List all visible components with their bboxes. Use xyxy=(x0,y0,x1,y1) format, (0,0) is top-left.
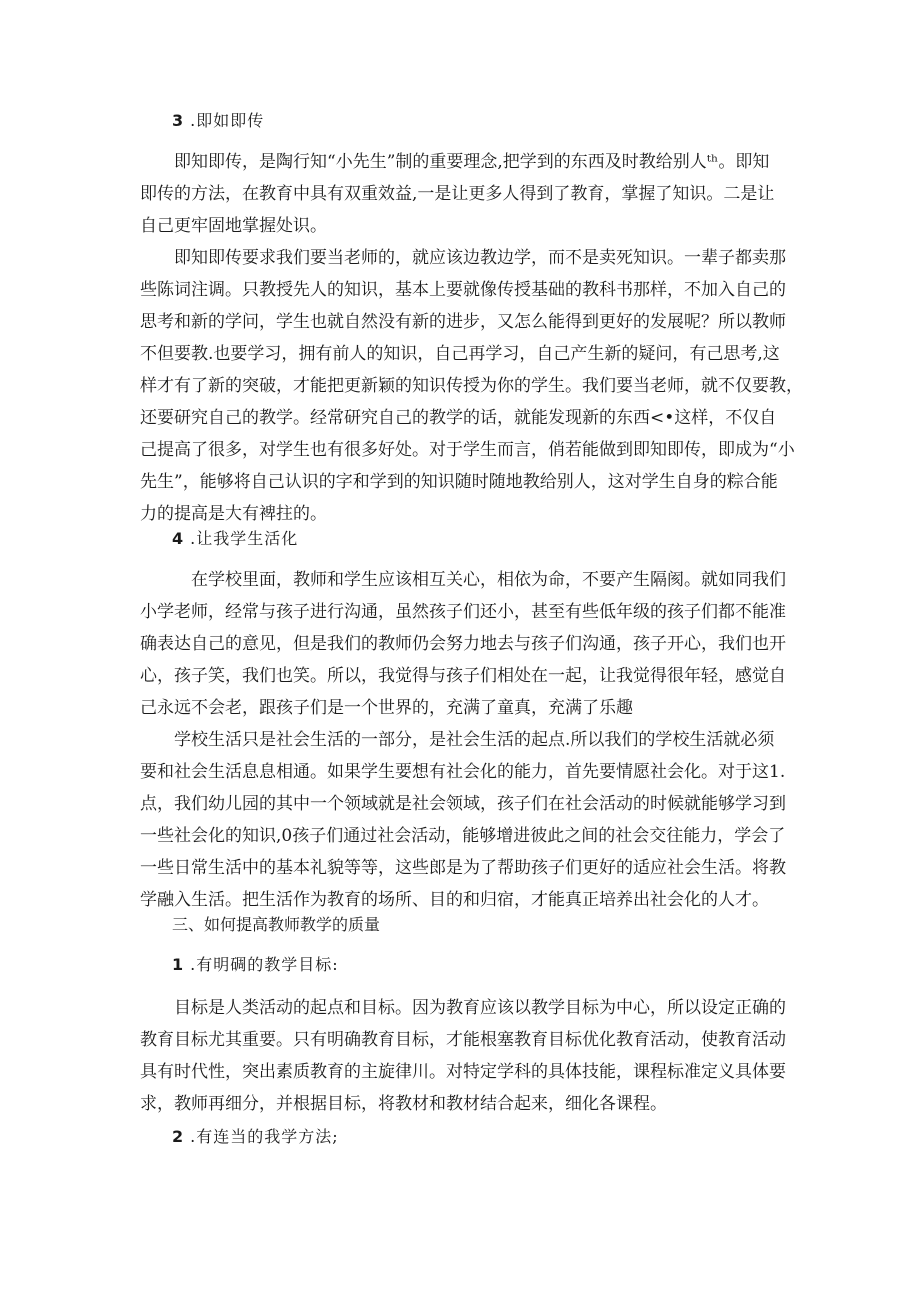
subsection-heading-1 xyxy=(172,952,339,975)
heading-text: .让我学生活化 xyxy=(190,529,299,548)
text-line: 己提高了很多，对学生也有很多好处。对于学生而言，俏若能做到即知即传，即成为“小 xyxy=(140,440,795,460)
paragraph xyxy=(140,992,800,1120)
paragraph xyxy=(140,564,800,724)
text-line: 小学老师，经常与孩子进行沟通，虽然孩子们还小，甚至有些低年级的孩子们都不能准 xyxy=(140,602,786,622)
text-line: 学校生活只是社会生活的一部分，是社会生活的起点.所以我们的学校生活就必须 xyxy=(140,730,775,750)
paragraph xyxy=(140,724,800,916)
text-line: 求，教师再细分，并根据目标，将教材和教材结合起来，细化各课程。 xyxy=(140,1094,667,1114)
text-line: 些陈词注调。只教授先人的知识，基本上要就像传授基础的教科书那样，不加入自己的 xyxy=(140,280,786,300)
text-line: 一些日常生活中的基本礼貌等等，这些郎是为了帮助孩子们更好的适应社会生活。将教 xyxy=(140,858,786,878)
text-line: 点，我们幼儿园的其中一个领域就是社会领域，孩子们在社会活动的时候就能够学习到 xyxy=(140,794,786,814)
text-line: 学融入生活。把生活作为教育的场所、目的和归宿，才能真正培养出社会化的人才。 xyxy=(140,890,769,910)
heading-number: 4 xyxy=(172,529,185,548)
text-line: 不但要教.也要学习，拥有前人的知识，自己再学习，自己产生新的疑问，有己思考,这 xyxy=(140,344,780,364)
text-line: 心，孩子笑，我们也笑。所以，我觉得与孩子们相处在一起，让我觉得很年轻，感觉自 xyxy=(140,666,786,686)
heading-text: .有明碉的教学目标: xyxy=(190,955,339,974)
text-line: 要和社会生活息息相通。如果学生要想有社会化的能力，首先要情愿社会化。对于这1. xyxy=(140,762,786,782)
text-line: 先生”，能够将自己认识的字和学到的知识随时随地教给别人，这对学生自身的粽合能 xyxy=(140,472,778,492)
text-line: 自己更牢固地掌握处识。 xyxy=(140,216,327,236)
text-line: 即传的方法，在教育中具有双重效益,一是让更多人得到了教育，掌握了知识。二是让 xyxy=(140,184,775,204)
text-line: 还要研究自己的教学。经常研究自己的教学的话，就能发现新的东西<•这样，不仅自 xyxy=(140,408,777,428)
text-line: 即知即传要求我们要当老师的，就应该边教边学，而不是卖死知识。一辈子都卖那 xyxy=(140,248,786,268)
text-line: 教育目标尤其重要。只有明确教育目标，才能根塞教育目标优化教育活动，使教育活动 xyxy=(140,1030,786,1050)
heading-number: 2 xyxy=(172,1127,185,1146)
text-line: 即知即传，是陶行知“小先生”制的重要理念,把学到的东西及时教给别人ᵗʰ。即知 xyxy=(140,152,770,172)
section-heading-3 xyxy=(172,108,264,131)
text-line: 力的提高是大有裨拄的。 xyxy=(140,504,327,524)
text-line: 在学校里面，教师和学生应该相互关心，相依为命，不要产生隔阂。就如同我们 xyxy=(140,570,786,590)
heading-number: 1 xyxy=(172,955,185,974)
text-line: 一些社会化的知识,0孩子们通过社会活动，能够增进彼此之间的社会交往能力，学会了 xyxy=(140,826,786,846)
subsection-heading-2 xyxy=(172,1124,339,1147)
text-line: 样才有了新的突破，才能把更新颖的知识传授为你的学生。我们要当老师，就不仅要教， xyxy=(140,376,803,396)
text-line: 确表达自己的意见，但是我们的教师仍会努力地去与孩子们沟通，孩子开心，我们也开 xyxy=(140,634,786,654)
heading-text: .即如即传 xyxy=(190,111,265,130)
text-line: 思考和新的学问，学生也就自然没有新的进步，又怎么能得到更好的发展呢？所以教师 xyxy=(140,312,786,332)
part-title: 三、如何提高教师教学的质量 xyxy=(172,915,381,934)
text-line: 己永远不会老，跟孩子们是一个世界的，充满了童真，充满了乐趣 xyxy=(140,698,633,718)
heading-text: .有连当的我学方法; xyxy=(190,1127,339,1146)
paragraph xyxy=(140,146,800,242)
section-heading-4 xyxy=(172,526,298,549)
paragraph xyxy=(140,242,803,530)
text-line: 具有时代性，突出素质教育的主旋律川。对特定学科的具体技能，课程标准定义具体要 xyxy=(140,1062,786,1082)
heading-number: 3 xyxy=(172,111,185,130)
text-line: 目标是人类活动的起点和目标。因为教育应该以教学目标为中心，所以设定正确的 xyxy=(140,998,786,1018)
